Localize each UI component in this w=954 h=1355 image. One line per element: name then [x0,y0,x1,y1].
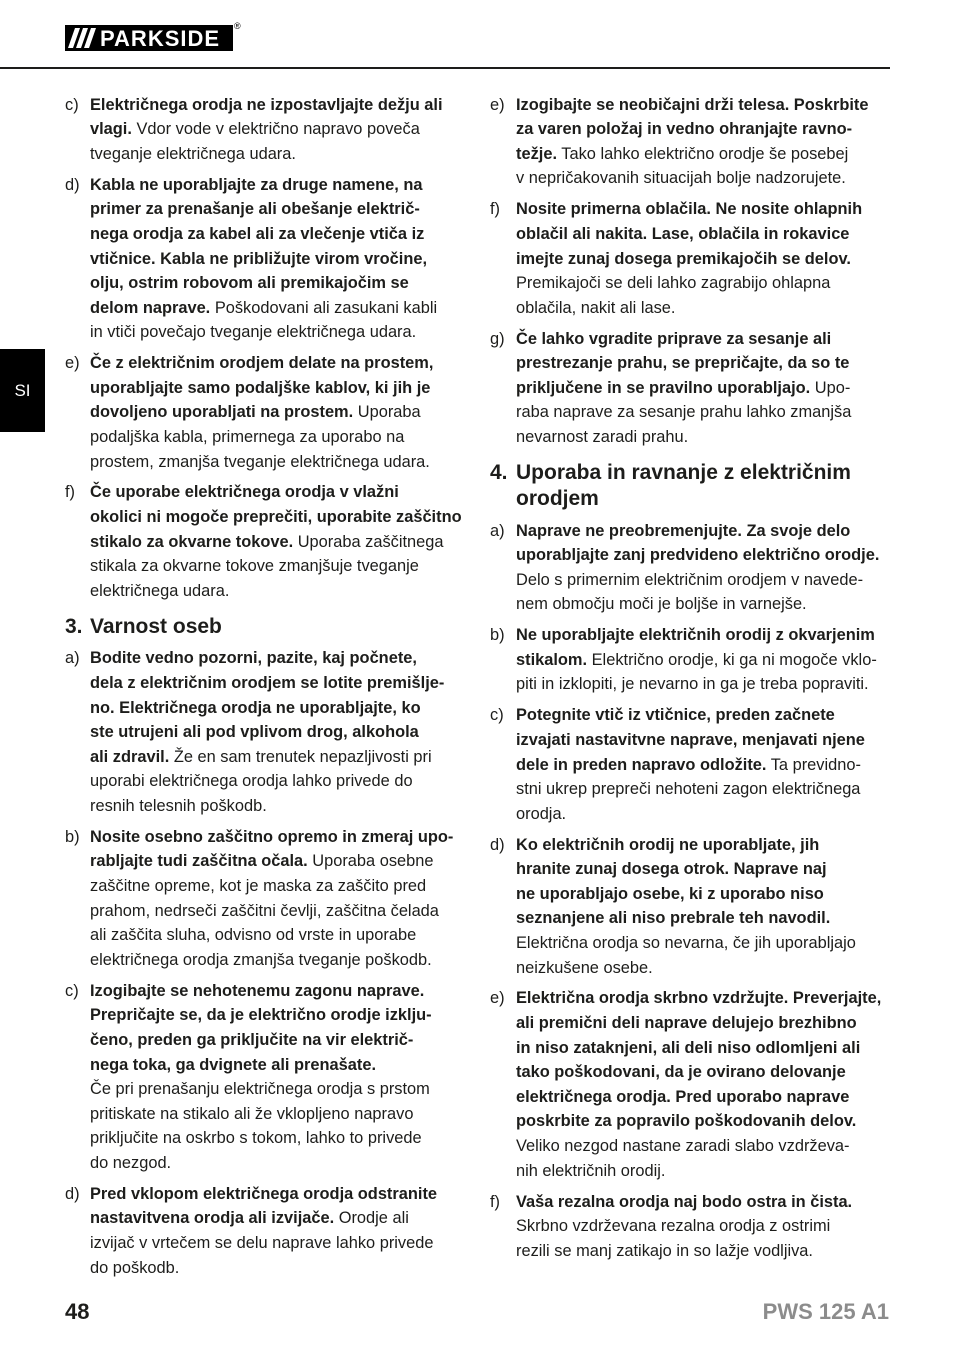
item-text [90,646,463,818]
bold-text: nega orodja za kabel ali za vlečenje vtiča iz [90,224,425,243]
item-text [516,93,890,191]
item-label: g) [490,329,505,348]
list-item [65,646,463,818]
body-text: raba naprave za sesanje prahu lahko zmanjša [516,403,852,422]
heading-text [516,460,890,512]
text-line [90,1028,463,1053]
item-label: f) [490,200,501,219]
text-line [516,543,890,568]
bold-text: Kabla ne uporabljajte za druge namene, na [90,175,423,194]
text-line [90,671,463,696]
item-label: e) [490,989,505,1008]
text-line [516,623,890,648]
text-line [516,857,890,882]
list-item [490,519,890,617]
bold-text: Naprave ne preobremenjujte. Za svoje delo [516,521,851,540]
text-line [90,874,463,899]
body-text: Premikajoči se deli lahko zagrabijo ohlapna [516,274,831,293]
text-line [90,1003,463,1028]
body-text: piti in izklopiti, je nevarno in ga je treba popraviti. [516,675,869,694]
bold-text: rabljajte tudi zaščitna očala. [90,852,308,871]
item-text [516,197,890,320]
bold-text: uporabljajte samo podaljške kablov, ki jih je [90,378,431,397]
body-text: pritiskate na stikalo ali že vklopljeno napravo [90,1104,414,1123]
item-text [516,327,890,450]
body-text: uporabi električnega orodja lahko privede do [90,772,413,791]
bold-text: Izogibajte se neobičajni drži telesa. Poskrbite [516,95,869,114]
bold-text: Vaša rezalna orodja naj bodo ostra in čista. [516,1192,853,1211]
list-item [490,833,890,981]
text-line [90,745,463,770]
text-line [90,247,463,272]
body-text: Če pri prenašanju električnega orodja s prstom [90,1080,430,1099]
body-text: do nezgod. [90,1153,172,1172]
bold-text: priključene in se pravilno uporabljajo. [516,378,811,397]
item-label: c) [65,95,79,114]
bold-text: delom naprave. [90,298,211,317]
text-line [516,956,890,981]
text-line [90,351,463,376]
body-text: izvijač v vrtečem se delu naprave lahko privede [90,1233,434,1252]
bold-text: olju, ostrim robovom ali premikajočim se [90,274,409,293]
bold-text: Izogibajte se nehotenemu zagonu naprave. [90,981,425,1000]
item-label: b) [490,626,505,645]
text-line [90,554,463,579]
text-line [516,425,890,450]
text-line [90,480,463,505]
bold-text: tako poškodovani, da je ovirano delovanje [516,1063,846,1082]
heading-line: Uporaba in ravnanje z električnim [516,461,851,485]
item-text [90,173,463,345]
text-line [90,320,463,345]
text-line [90,923,463,948]
text-line [516,166,890,191]
item-text [516,623,890,697]
bold-text: Nosite osebno zaščitno opremo in zmeraj upo- [90,827,454,846]
text-line [516,1109,890,1134]
text-line [516,117,890,142]
text-line [516,592,890,617]
list-item [490,703,890,826]
text-line [516,931,890,956]
text-line [90,222,463,247]
list-item [65,480,463,603]
bold-text: ste utrujeni ali pod vplivom drog, alkohola [90,723,419,742]
text-line [90,794,463,819]
text-line [516,247,890,272]
text-line [90,505,463,530]
bold-text: no. Električnega orodja ne uporabljajte, ko [90,698,421,717]
body-text: Že en sam trenutek nepazljivosti pri [173,747,432,766]
item-label: d) [65,175,80,194]
body-text: stni ukrep prepreči nehoteni zagon električnega [516,780,861,799]
text-line [90,646,463,671]
text-line [90,142,463,167]
bold-text: Prepričajte se, da je električno orodje izklju- [90,1006,432,1025]
list-item [490,197,890,320]
text-line [90,825,463,850]
text-line [90,450,463,475]
text-line [90,376,463,401]
text-line [90,425,463,450]
item-label: d) [65,1184,80,1203]
logo-stripes-icon [65,25,99,51]
bold-text: ali premični deli naprave delujejo brezhibno [516,1014,857,1033]
text-line [516,519,890,544]
text-line [516,882,890,907]
body-text: Delo s primernim električnim orodjem v navede- [516,570,864,589]
text-line [516,327,890,352]
item-text [90,93,463,167]
list-item [490,986,890,1183]
bold-text: za varen položaj in vedno ohranjajte ravno- [516,120,853,139]
body-text: Vdor vode v električno napravo poveča [136,120,420,139]
bold-text: Električnega orodja ne izpostavljajte dežju ali [90,95,443,114]
text-line [90,579,463,604]
bold-text: nastavitvena orodja ali izvijače. [90,1209,335,1228]
body-text: Električno orodje, ki ga ni mogoče vklo- [591,650,877,669]
text-line [516,296,890,321]
text-line [516,728,890,753]
bold-text: okolici ni mogoče preprečiti, uporabite zaščitno [90,508,462,527]
list-item [65,1182,463,1280]
list-item [65,825,463,973]
bold-text: primer za prenašanje ali obešanje električ- [90,200,420,219]
body-text: nem območju moči je boljše in varnejše. [516,595,807,614]
bold-text: Nosite primerna oblačila. Ne nosite ohlapnih [516,200,863,219]
body-text: Uporaba [357,403,421,422]
item-label: e) [490,95,505,114]
item-text [516,519,890,617]
text-line [516,1060,890,1085]
item-text [90,825,463,973]
body-text: v nepričakovanih situacijah bolje nadzorujete. [516,169,846,188]
text-line [516,1134,890,1159]
body-text: prahom, nedrseči zaščitni čevlji, zaščitna čelada [90,901,439,920]
body-text: Skrbno vzdrževana rezalna orodja z ostrimi [516,1217,831,1236]
text-line [516,1214,890,1239]
body-text: oblačila, nakit ali lase. [516,298,676,317]
text-line [516,648,890,673]
text-line [516,1085,890,1110]
bold-text: in niso zataknjeni, ali deli niso odlomljeni ali [516,1038,861,1057]
bold-text: poskrbite za popravilo poškodovanih delov. [516,1112,857,1131]
text-line [516,1011,890,1036]
text-line [90,1182,463,1207]
text-line [516,1036,890,1061]
brand-logo [65,25,233,51]
body-text: stikala za okvarne tokove zmanjšuje tveganje [90,557,419,576]
list-item [65,351,463,474]
body-text: podaljška kabla, primernega za uporabo na [90,428,405,446]
text-line [90,1077,463,1102]
text-line [90,1126,463,1151]
text-line [516,906,890,931]
bold-text: težje. [516,144,557,163]
bold-text: imejte zunaj dosega premikajočih se delov. [516,249,851,268]
bold-text: nega toka, ga dvignete ali prenašate. [90,1055,377,1074]
bold-text: čeno, preden ga priključite na vir električ- [90,1030,414,1049]
text-line [90,296,463,321]
text-line [516,142,890,167]
logo-wordmark: PARKSIDE [100,26,221,51]
bold-text: Če lahko vgradite priprave za sesanje ali [516,329,832,348]
model-number: PWS 125 A1 [762,1299,889,1324]
text-line [90,720,463,745]
bold-text: vtičnice. Kabla ne približujte virom vročine, [90,249,428,268]
heading-number: 4. [490,461,508,485]
text-line [516,1239,890,1264]
text-line [90,271,463,296]
text-line [516,376,890,401]
bold-text: Ne uporabljajte električnih orodij z okvarjenim [516,626,875,645]
bold-text: oblačil ali nakita. Lase, oblačila in rokavice [516,224,850,243]
body-text: Uporaba zaščitnega [297,532,444,551]
item-label: d) [490,835,505,854]
text-line [90,400,463,425]
body-text: električnega orodja zmanjša tveganje poškodb. [90,950,432,969]
body-text: električnega udara. [90,581,230,600]
item-label: f) [65,483,76,502]
list-item [490,327,890,450]
bold-text: dovoljeno uporabljati na prostem. [90,403,354,422]
item-label: a) [65,649,80,668]
bold-text: vlagi. [90,120,132,139]
body-text: Električna orodja so nevarna, če jih uporabljajo [516,933,856,952]
body-text: Uporaba osebne [312,852,434,871]
bold-text: dela z električnim orodjem se lotite premišlje- [90,674,445,693]
body-text: do poškodb. [90,1258,180,1277]
text-line [90,173,463,198]
bold-text: Če z električnim orodjem delate na prostem, [90,354,434,373]
bold-text: stikalom. [516,650,588,669]
text-line [516,568,890,593]
list-item [65,979,463,1176]
body-text: tveganje električnega udara. [90,144,296,163]
bold-text: ali zdravil. [90,747,170,766]
bold-text: izvajati nastavitvne naprave, menjavati njene [516,730,865,749]
body-text: prostem, zmanjša tveganje električnega udara. [90,452,430,471]
text-line [90,1151,463,1176]
body-text: ali zaščita sluha, odvisno od vrste in uporabe [90,926,417,945]
bold-text: dele in preden napravo odložite. [516,755,767,774]
text-line [516,93,890,118]
body-text: orodja. [516,804,567,823]
text-line [516,271,890,296]
bold-text: Potegnite vtič iz vtičnice, preden začnete [516,706,835,725]
text-line [90,93,463,118]
item-text [90,979,463,1176]
text-line [90,1206,463,1231]
bold-text: Če uporabe električnega orodja v vlažni [90,483,399,502]
body-text: Ta previdno- [770,755,861,774]
bold-text: Bodite vedno pozorni, pazite, kaj počnete, [90,649,417,668]
text-line [90,1231,463,1256]
heading-line: Varnost oseb [90,614,222,638]
body-text: Upo- [814,378,851,397]
heading-line: orodjem [516,487,599,511]
body-text: rezili se manj zatikajo in so lažje vodljiva. [516,1241,813,1260]
page-number: 48 [65,1299,90,1324]
section-heading [65,614,463,640]
text-line [90,197,463,222]
bold-text: Električna orodja skrbno vzdržujte. Preverjajte, [516,989,882,1008]
body-text: nih električnih orodij. [516,1161,666,1180]
text-line [90,769,463,794]
text-line [516,672,890,697]
item-label: c) [65,981,79,1000]
text-line [516,400,890,425]
item-text [516,986,890,1183]
heading-text [90,614,463,640]
body-text: Orodje ali [338,1209,409,1228]
text-line [90,117,463,142]
text-line [516,833,890,858]
text-line [90,696,463,721]
text-line [516,1190,890,1215]
body-text: zaščitne opreme, kot je maska za zaščito pred [90,877,427,896]
bold-text: hranite zunaj dosega otrok. Naprave naj [516,860,827,879]
item-text [516,833,890,981]
header-rule [0,67,890,69]
bold-text: električnega orodja. Pred uporabo naprave [516,1087,850,1106]
bold-text: uporabljajte zanj predvideno električno orodje. [516,546,880,565]
list-item [65,173,463,345]
text-line [516,703,890,728]
bold-text: Pred vklopom električnega orodja odstranite [90,1184,438,1203]
heading-number: 3. [65,614,83,638]
item-label: c) [490,706,504,725]
body-text: Poškodovani ali zasukani kabli [214,298,438,317]
text-line [90,849,463,874]
item-label: b) [65,827,80,846]
text-line [90,948,463,973]
text-line [516,351,890,376]
bold-text: ne uporabljajo osebe, ki z uporabo niso [516,884,824,903]
text-line [516,802,890,827]
body-text: in vtiči povečajo tveganje električnega udara. [90,323,417,342]
item-label: a) [490,521,505,540]
list-item [490,623,890,697]
item-text [90,351,463,474]
body-text: Tako lahko električno orodje še posebej [561,144,849,163]
text-line [90,899,463,924]
list-item [490,93,890,191]
body-text: neizkušene osebe. [516,958,653,977]
text-line [90,1053,463,1078]
registered-mark: ® [234,21,241,31]
text-line [516,777,890,802]
text-line [90,1256,463,1281]
text-line [516,753,890,778]
language-tab-label: SI [14,380,31,400]
body-text: priključite na oskrbo s tokom, lahko to privede [90,1129,422,1148]
bold-text: seznanjene ali niso prebrale teh navodil. [516,909,831,928]
text-line [90,979,463,1004]
body-text: resnih telesnih poškodb. [90,797,267,815]
item-label: f) [490,1192,501,1211]
text-line [516,197,890,222]
item-text [516,1190,890,1264]
item-label: e) [65,354,80,373]
list-item [65,93,463,167]
text-line [90,530,463,555]
column-right [490,93,890,1270]
text-line [516,1159,890,1184]
bold-text: prestrezanje prahu, se prepričajte, da so te [516,354,850,373]
text-line [516,222,890,247]
body-text: nevarnost zaradi prahu. [516,428,689,446]
list-item [490,1190,890,1264]
language-tab [0,349,45,432]
section-heading [490,460,890,512]
column-left [65,93,463,1287]
body-text: Veliko nezgod nastane zaradi slabo vzdrževa- [516,1137,850,1156]
item-text [90,1182,463,1280]
item-text [90,480,463,603]
item-text [516,703,890,826]
bold-text: Ko električnih orodij ne uporabljate, jih [516,835,820,854]
bold-text: stikalo za okvarne tokove. [90,532,294,551]
text-line [516,986,890,1011]
text-line [90,1102,463,1127]
